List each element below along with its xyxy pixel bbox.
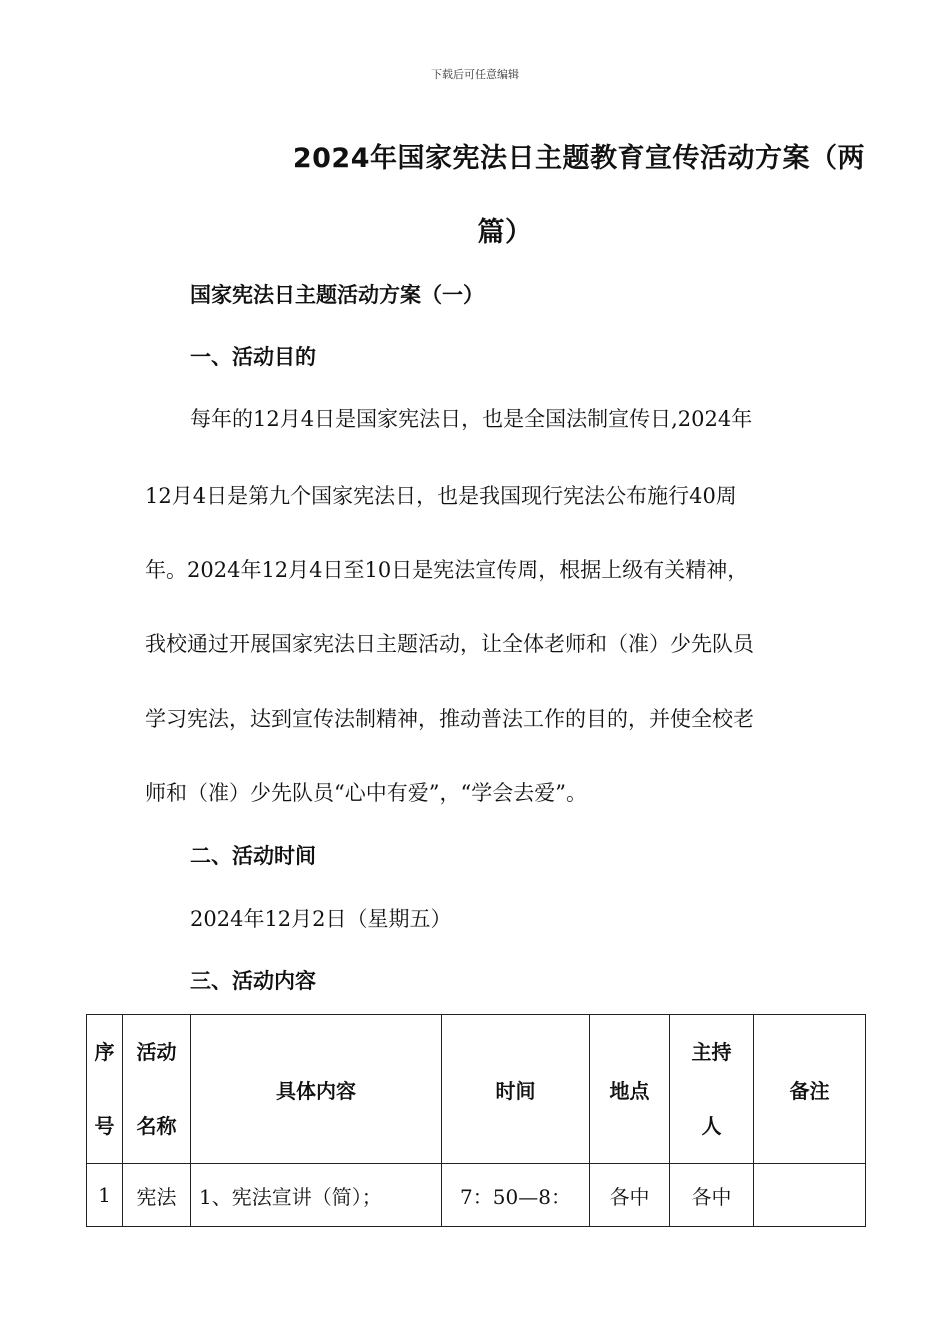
header-text: 号	[94, 1114, 115, 1138]
header-note: 下载后可任意编辑	[431, 68, 519, 81]
paragraph-line: 学习宪法，达到宣传法制精神，推动普法工作的目的，并使全校老	[145, 707, 754, 731]
cell-time: 7：50—8：	[442, 1164, 590, 1227]
header-text: 名称	[136, 1114, 177, 1138]
cell-place: 各中	[590, 1164, 670, 1227]
cell-name: 宪法	[123, 1164, 191, 1227]
document-title-line-1: 2024年国家宪法日主题教育宣传活动方案（两	[292, 143, 865, 174]
section-title: 国家宪法日主题活动方案（一）	[190, 283, 484, 307]
cell-no: 1	[87, 1164, 123, 1227]
header-text: 活动	[136, 1040, 177, 1064]
paragraph-line: 每年的12月4日是国家宪法日，也是全国法制宣传日,2024年	[190, 407, 753, 431]
header-cell-host	[670, 1015, 754, 1164]
table-row	[87, 1164, 866, 1227]
header-text: 主持	[691, 1040, 732, 1064]
heading-time: 二、活动时间	[190, 844, 316, 868]
activity-table	[86, 1014, 866, 1227]
header-cell-time: 时间	[442, 1015, 590, 1164]
header-cell-place: 地点	[590, 1015, 670, 1164]
cell-content: 1、宪法宣讲（简）；	[191, 1164, 442, 1227]
header-cell-note: 备注	[754, 1015, 866, 1164]
header-cell-content: 具体内容	[191, 1015, 442, 1164]
header-text: 序	[94, 1040, 115, 1064]
document-title-line-2: 篇）	[477, 217, 533, 248]
heading-content: 三、活动内容	[190, 969, 316, 993]
cell-host: 各中	[670, 1164, 754, 1227]
heading-purpose: 一、活动目的	[190, 345, 316, 369]
header-text: 人	[701, 1114, 722, 1138]
cell-note	[754, 1164, 866, 1227]
table-header-row	[87, 1015, 866, 1164]
paragraph-line: 年。2024年12月4日至10日是宪法宣传周，根据上级有关精神，	[145, 558, 749, 582]
paragraph-line: 我校通过开展国家宪法日主题活动，让全体老师和（准）少先队员	[145, 632, 754, 656]
paragraph-line: 师和（准）少先队员“心中有爱”，“学会去爱”。	[145, 781, 587, 805]
paragraph-line: 12月4日是第九个国家宪法日，也是我国现行宪法公布施行40周	[145, 484, 737, 508]
header-cell-no	[87, 1015, 123, 1164]
header-cell-name	[123, 1015, 191, 1164]
activity-date: 2024年12月2日（星期五）	[190, 907, 452, 931]
